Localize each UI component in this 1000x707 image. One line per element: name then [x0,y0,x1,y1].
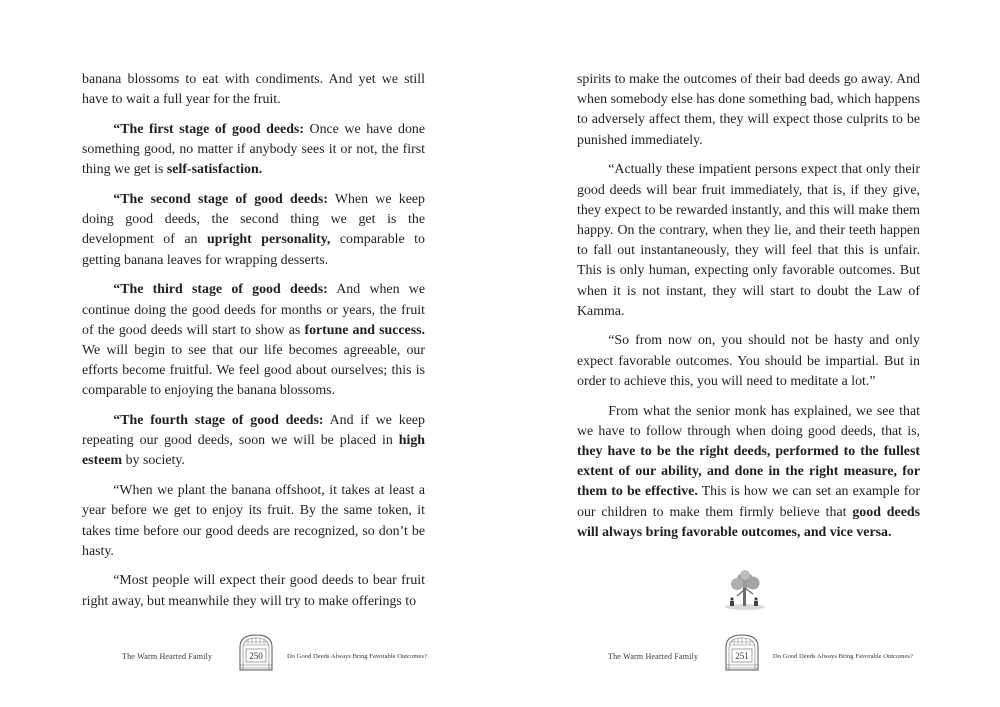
body-paragraph [577,70,920,151]
text-run: by society. [122,453,185,469]
body-paragraph [577,160,920,322]
bold-text-run: upright personality, [206,232,331,248]
text-run: This is how we can set an example for our children to make them firmly believe that [577,484,920,520]
bold-text-run: self-satisfaction. [166,162,263,178]
bold-text-run: high esteem [82,433,425,469]
book-title: The Warm Hearted Family [608,652,699,661]
body-paragraph [82,571,425,611]
bold-text-run: “The fourth stage of good deeds: [113,413,324,429]
text-run: “Most people will expect their good deeds to bear fruit right away, but meanwhile they will try to make offerings to [82,573,425,609]
bold-text-run: “The second stage of good deeds: [113,192,328,208]
left-page-paragraphs [82,70,425,612]
text-run: “So from now on, you should not be hasty and only expect favorable outcomes. You should be impartial. But in order to achieve this, you will need to meditate a lot.” [577,333,920,389]
bold-text-run: they have to be the right deeds, performed to the fullest extent of our ability, and done in the right measure, for them to be effective. [577,443,920,500]
text-run: comparable to getting banana leaves for wrapping desserts. [82,232,425,268]
text-run: banana blossoms to eat with condiments. And yet we still have to wait a full year for the fruit. [82,72,425,108]
body-paragraph [577,331,920,392]
text-run: “When we plant the banana offshoot, it takes at least a year before we get to enjoy its fruit. By the same token, it takes time before our good deeds are recognized, so don’t be hasty. [82,483,425,559]
bold-text-run: good deeds will always bring favorable outcomes, and vice versa. [577,504,920,540]
bold-text-run: fortune and success. [304,322,426,338]
page-number: 250 [249,651,263,661]
left-page-footer [82,633,462,673]
tree-illustration-icon [723,570,767,612]
body-paragraph [82,481,425,562]
page-number: 251 [735,651,749,661]
text-run: From what the senior monk has explained, we see that we have to follow through when doing good deeds, that is, [577,403,920,439]
chapter-title: Do Good Deeds Always Bring Favorable Outcomes? [773,653,913,660]
text-run: We will begin to see that our life becomes agreeable, our efforts become fruitful. We feel good about ourselves; this is comparable to enjoying the banana blossoms. [82,342,425,399]
right-page-footer [570,633,950,673]
chapter-title: Do Good Deeds Always Bring Favorable Outcomes? [287,653,427,660]
right-page-paragraphs [577,70,920,543]
bold-text-run: “The third stage of good deeds: [113,282,328,298]
text-run: spirits to make the outcomes of their bad deeds go away. And when somebody else has done something bad, which happens to adversely affect them, they will expect those culprits to be punished immediately. [577,72,920,148]
text-run: “Actually these impatient persons expect that only their good deeds will bear fruit immediately, that is, if they give, they expect to be rewarded instantly, and this will make them happy. On the contrary, when they lie, and their teeth happen to fall out instantaneously, they will feel that this is unfair. This is only human, expecting only favorable outcomes. But when it is not instant, they will start to doubt the Law of Kamma. [577,162,920,319]
book-title: The Warm Hearted Family [122,652,213,661]
body-paragraph [82,120,425,181]
text-run: When we keep doing good deeds, the second thing we get is the development of an [82,192,425,248]
body-paragraph [577,402,920,543]
body-paragraph [82,280,425,401]
bold-text-run: “The first stage of good deeds: [113,121,304,137]
page-number-badge [723,633,761,671]
text-run: And when we continue doing the good deeds for months or years, the fruit of the good deeds will start to show as [82,282,425,338]
body-paragraph [82,411,425,472]
body-paragraph [82,70,425,110]
left-page-body [82,70,425,621]
text-run: And if we keep repeating our good deeds, soon we will be placed in [82,413,426,449]
page-number-badge [237,633,275,671]
body-paragraph [82,190,425,271]
text-run: Once we have done something good, no matter if anybody sees it or not, the first thing we get is [82,121,425,178]
right-page-body [577,70,920,552]
